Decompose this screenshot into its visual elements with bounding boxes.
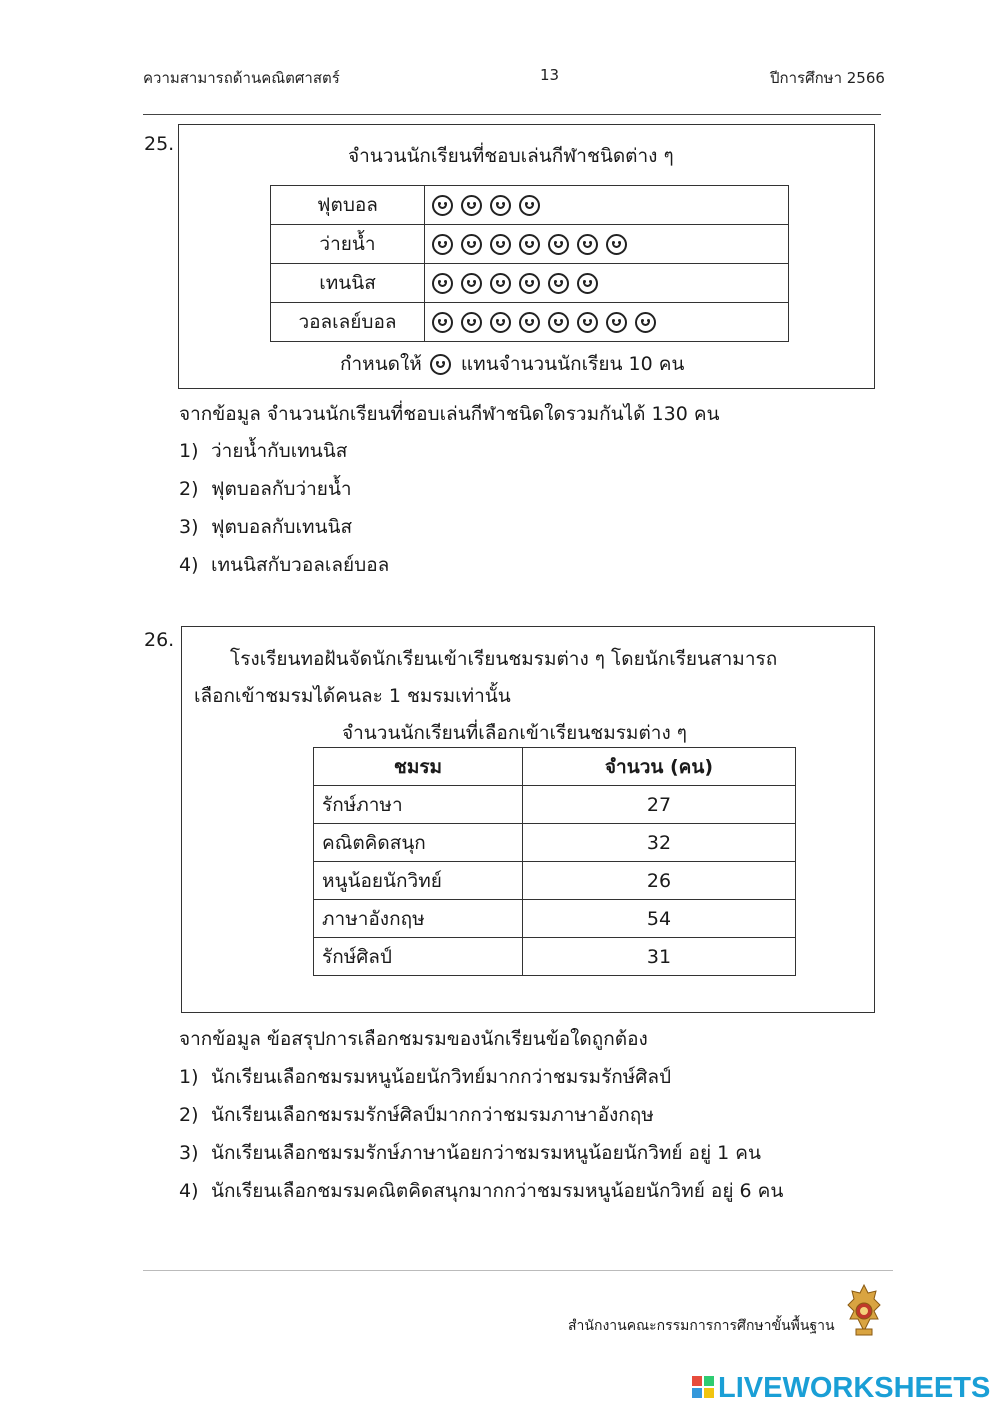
smiley-icon [519,312,540,333]
header-rule [143,114,881,115]
pictograph-row [271,186,789,225]
smiley-icon [490,312,511,333]
smiley-icon [432,234,453,255]
answer-option[interactable] [179,1062,671,1092]
option-number: 4) [179,1180,199,1202]
q26-intro-line1: โรงเรียนทอฝันจัดนักเรียนเข้าเรียนชมรมต่าง ๆ โดยนักเรียนสามารถ [230,648,778,670]
q25-chart-title: จำนวนนักเรียนที่ชอบเล่นกีฬาชนิดต่าง ๆ [348,145,674,167]
smiley-icon [490,234,511,255]
option-text: ฟุตบอลกับเทนนิส [211,516,353,538]
q26-club-table [313,747,796,976]
answer-option[interactable] [179,474,352,504]
column-header-club: ชมรม [314,748,523,786]
club-name-cell: รักษ์ศิลป์ [314,938,523,976]
smiley-icon [490,195,511,216]
club-count-cell: 26 [523,862,796,900]
smiley-icon [635,312,656,333]
answer-option[interactable] [179,1138,761,1168]
pictograph-icons [425,303,789,342]
smiley-icon [432,273,453,294]
smiley-icon [461,195,482,216]
q26-number: 26. [144,629,175,651]
smiley-icon [606,234,627,255]
liveworksheets-brand[interactable]: LIVEWORKSHEETS [718,1372,991,1404]
option-text: นักเรียนเลือกชมรมหนูน้อยนักวิทย์มากกว่าชมรมรักษ์ศิลป์ [211,1066,672,1088]
q25-key-suffix: แทนจำนวนนักเรียน 10 คน [460,353,685,375]
liveworksheets-logo-icon [692,1376,714,1398]
option-text: นักเรียนเลือกชมรมรักษ์ภาษาน้อยกว่าชมรมหนูน้อยนักวิทย์ อยู่ 1 คน [211,1142,761,1164]
club-count-cell: 31 [523,938,796,976]
q26-question: จากข้อมูล ข้อสรุปการเลือกชมรมของนักเรียนข้อใดถูกต้อง [179,1028,648,1050]
smiley-icon [577,234,598,255]
pictograph-icons [425,264,789,303]
footer-rule [143,1270,893,1271]
q25-pictograph [270,185,789,342]
pictograph-category-label: ว่ายน้ำ [271,225,425,264]
q26-intro-line2: เลือกเข้าชมรมได้คนละ 1 ชมรมเท่านั้น [194,685,511,707]
option-text: นักเรียนเลือกชมรมรักษ์ศิลป์มากกว่าชมรมภาษาอังกฤษ [211,1104,654,1126]
smiley-icon [577,273,598,294]
pictograph-category-label: ฟุตบอล [271,186,425,225]
smiley-icon [432,312,453,333]
footer-org: สำนักงานคณะกรรมการการศึกษาขั้นพื้นฐาน [568,1318,835,1334]
page-number: 13 [540,66,560,84]
answer-option[interactable] [179,512,352,542]
pictograph-row [271,303,789,342]
pictograph-category-label: วอลเลย์บอล [271,303,425,342]
pictograph-row [271,264,789,303]
q25-number: 25. [144,133,175,155]
answer-option[interactable] [179,550,389,580]
option-number: 1) [179,440,199,462]
smiley-icon [548,234,569,255]
smiley-icon [577,312,598,333]
option-number: 2) [179,478,199,500]
table-row [314,862,796,900]
option-text: ฟุตบอลกับว่ายน้ำ [211,478,352,500]
club-name-cell: หนูน้อยนักวิทย์ [314,862,523,900]
smiley-icon [606,312,627,333]
smiley-icon [461,312,482,333]
q26-table-title: จำนวนนักเรียนที่เลือกเข้าเรียนชมรมต่าง ๆ [342,722,687,744]
answer-option[interactable] [179,1100,654,1130]
smiley-icon [432,195,453,216]
q25-question: จากข้อมูล จำนวนนักเรียนที่ชอบเล่นกีฬาชนิดใดรวมกันได้ 130 คน [179,403,720,425]
option-text: เทนนิสกับวอลเลย์บอล [211,554,390,576]
option-text: ว่ายน้ำกับเทนนิส [211,440,348,462]
smiley-icon [519,195,540,216]
column-header-count: จำนวน (คน) [523,748,796,786]
q25-key-prefix: กำหนดให้ [340,353,422,375]
table-row [314,900,796,938]
smiley-icon [461,273,482,294]
option-number: 2) [179,1104,199,1126]
option-number: 4) [179,554,199,576]
pictograph-icons [425,186,789,225]
smiley-icon [519,273,540,294]
header-left: ความสามารถด้านคณิตศาสตร์ [143,69,340,87]
q25-key [340,349,684,379]
pictograph-icons [425,225,789,264]
club-count-cell: 32 [523,824,796,862]
table-row [314,786,796,824]
header-right: ปีการศึกษา 2566 [770,69,885,87]
obec-logo [846,1283,882,1337]
club-count-cell: 27 [523,786,796,824]
table-row [314,824,796,862]
answer-option[interactable] [179,1176,783,1206]
option-number: 3) [179,516,199,538]
smiley-icon [548,312,569,333]
smiley-icon [430,354,451,375]
pictograph-row [271,225,789,264]
club-name-cell: รักษ์ภาษา [314,786,523,824]
option-number: 3) [179,1142,199,1164]
club-name-cell: ภาษาอังกฤษ [314,900,523,938]
option-text: นักเรียนเลือกชมรมคณิตคิดสนุกมากกว่าชมรมหนูน้อยนักวิทย์ อยู่ 6 คน [211,1180,784,1202]
smiley-icon [519,234,540,255]
smiley-icon [548,273,569,294]
smiley-icon [461,234,482,255]
club-name-cell: คณิตคิดสนุก [314,824,523,862]
smiley-icon [490,273,511,294]
table-row [314,938,796,976]
option-number: 1) [179,1066,199,1088]
club-count-cell: 54 [523,900,796,938]
pictograph-category-label: เทนนิส [271,264,425,303]
answer-option[interactable] [179,436,347,466]
